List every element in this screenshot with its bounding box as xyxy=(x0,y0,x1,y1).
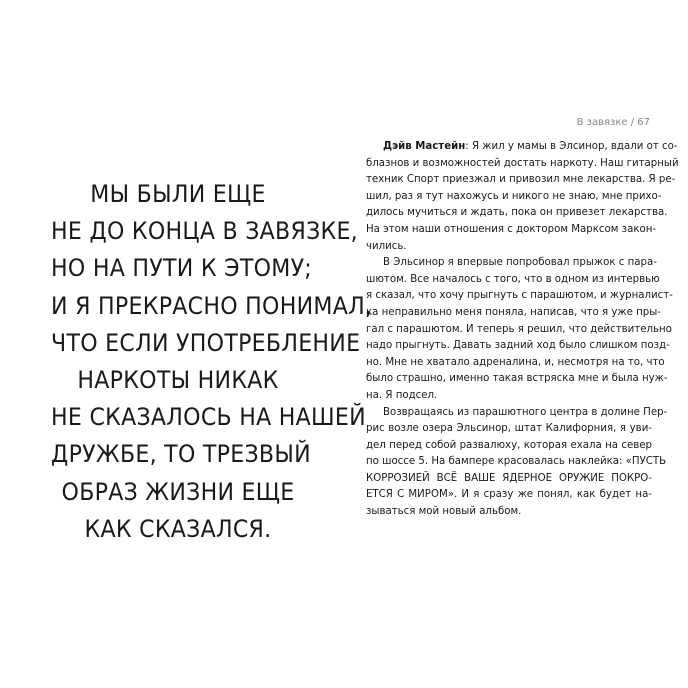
paragraph-line: я сказал, что хочу прыгнуть с парашютом, и журналист- xyxy=(366,290,673,302)
paragraph-line: дел перед собой развалюху, которая ехала на север xyxy=(366,439,652,451)
paragraph-line: надо прыгнуть. Давать задний ход было слишком позд- xyxy=(366,340,670,352)
paragraph-line: КОРРОЗИЕЙ ВСЁ ВАШЕ ЯДЕРНОЕ ОРУЖИЕ ПОКРО- xyxy=(366,472,652,484)
quote-line: НАРКОТЫ НИКАК xyxy=(77,366,279,395)
paragraph-line: шютом. Все началось с того, что в одном из интервью xyxy=(366,273,660,285)
quote-line: НЕ ДО КОНЦА В ЗАВЯЗКЕ, xyxy=(51,217,358,246)
paragraph-line: Возвращаясь из парашютного центра в долине Пер- xyxy=(383,406,668,418)
paragraph-line: но. Мне не хватало адреналина, и, несмотря на то, что xyxy=(366,356,665,368)
line-text: : Я жил у мамы в Элсинор, вдали от со- xyxy=(465,141,678,152)
paragraph-line: техник Спорт приезжал и привозил мне лекарства. Я ре- xyxy=(366,174,676,186)
paragraph-line: было страшно, именно такая встряска мне и была нуж- xyxy=(366,373,668,385)
paragraph-line: шил, раз я тут нахожусь и никого не знаю, мне прихо- xyxy=(366,190,662,202)
quote-line: И Я ПРЕКРАСНО ПОНИМАЛ, xyxy=(51,291,373,320)
quote-line: НЕ СКАЗАЛОСЬ НА НАШЕЙ xyxy=(51,403,366,432)
paragraph-line: зываться мой новый альбом. xyxy=(366,506,522,518)
paragraph-line: чились. xyxy=(366,240,407,252)
paragraph-line: В Эльсинор я впервые попробовал прыжок с пара- xyxy=(383,257,657,269)
paragraph-line: гал с парашютом. И теперь я решил, что действительно xyxy=(366,323,672,335)
paragraph-line: на. Я подсел. xyxy=(366,389,438,401)
paragraph-line: по шоссе 5. На бампере красовалась наклейка: «ПУСТЬ xyxy=(366,456,667,468)
quote-line: НО НА ПУТИ К ЭТОМУ; xyxy=(51,254,313,283)
paragraph-line: ЕТСЯ С МИРОМ». И я сразу же понял, как будет на- xyxy=(366,489,652,501)
paragraph-line: дилось мучиться и ждать, пока он привезет лекарства. xyxy=(366,207,668,219)
quote-line: ЧТО ЕСЛИ УПОТРЕБЛЕНИЕ xyxy=(51,328,361,357)
pull-quote xyxy=(40,176,373,548)
paragraph-line xyxy=(366,139,678,156)
paragraph-line: На этом наши отношения с доктором Марксом закон- xyxy=(366,223,657,235)
paragraph-line: рис возле озера Эльсинор, штат Калифорния, я уви- xyxy=(366,423,652,435)
quote-line: МЫ БЫЛИ ЕЩЕ xyxy=(90,180,266,208)
quote-line: ОБРАЗ ЖИЗНИ ЕЩЕ xyxy=(61,477,295,506)
speaker-name: Дэйв Мастейн xyxy=(383,141,466,152)
paragraph-line: ка неправильно меня поняла, написав, что я уже пры- xyxy=(366,306,661,318)
body-text xyxy=(366,139,679,521)
running-header: В завязке / 67 xyxy=(576,117,650,128)
quote-line: ДРУЖБЕ, ТО ТРЕЗВЫЙ xyxy=(51,440,311,469)
paragraph-line: блазнов и возможностей достать наркоту. Наш гитарный xyxy=(366,157,679,169)
quote-line: КАК СКАЗАЛСЯ. xyxy=(84,514,272,543)
